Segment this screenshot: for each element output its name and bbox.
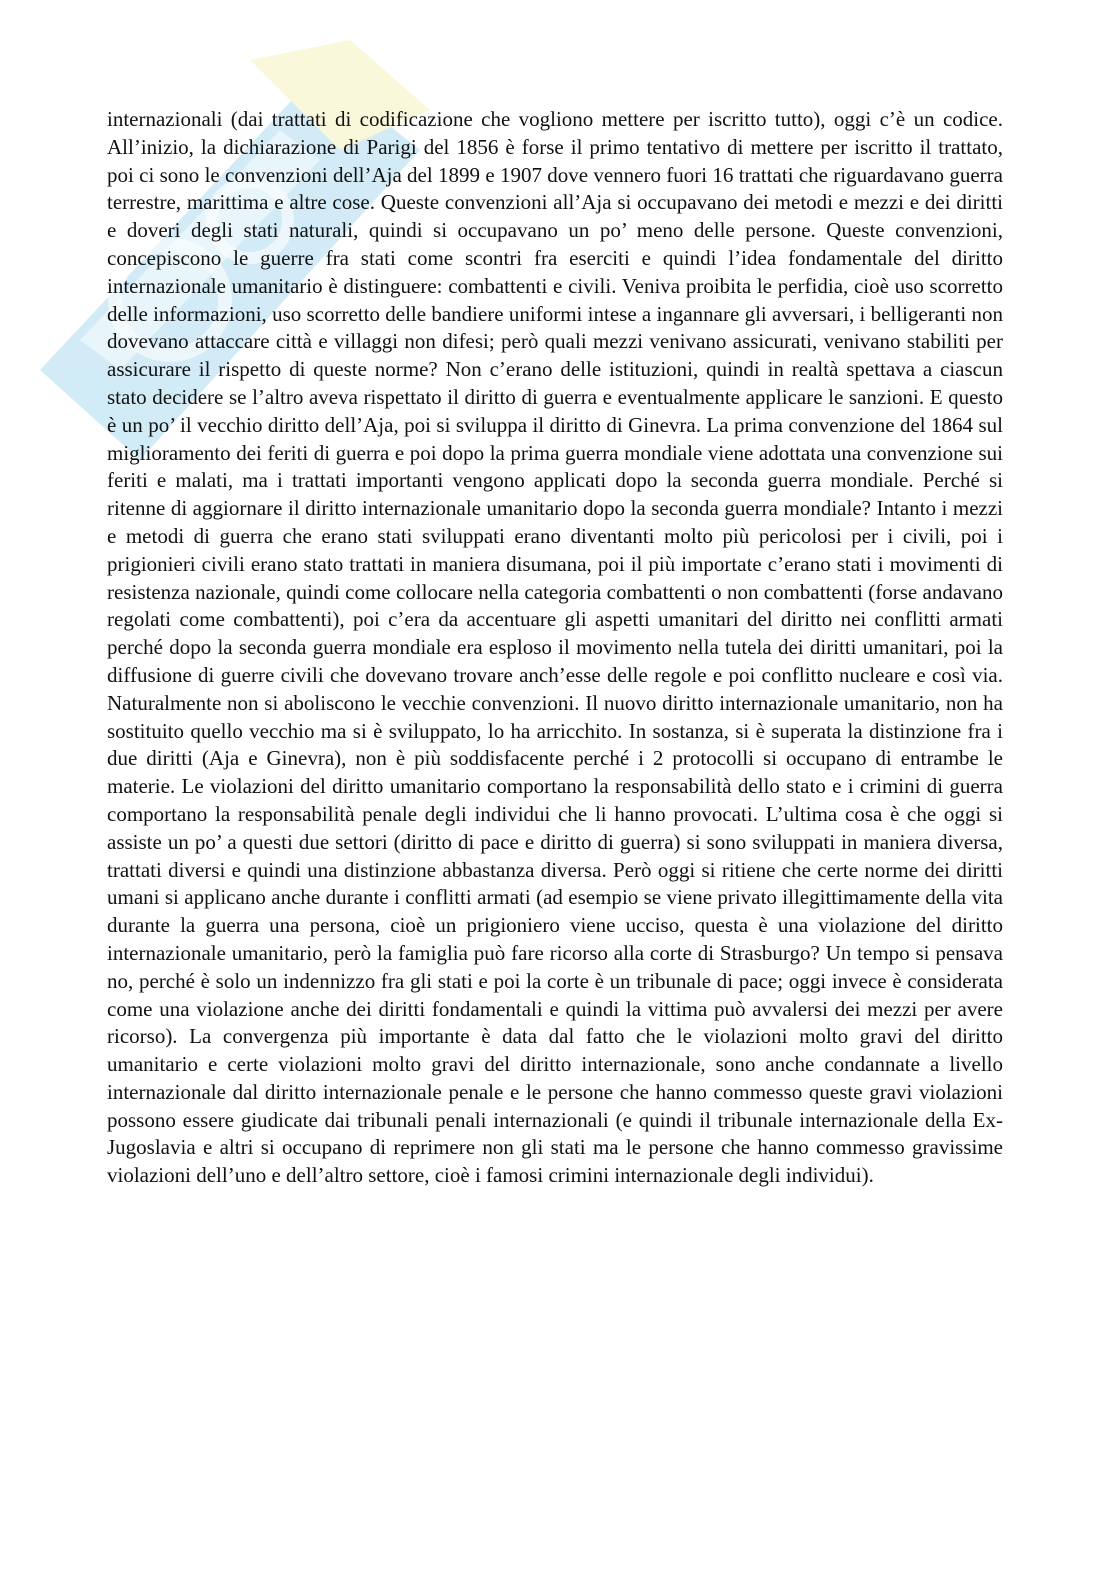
document-paragraph: internazionali (dai trattati di codificazione che vogliono mettere per iscritto tutto), oggi c’è un codice. All’inizio, la dichiarazione di Parigi del 1856 è forse il primo tentativo di mettere per iscritto il trattato, poi ci sono le convenzioni dell’Aja del 1899 e 1907 dove vennero fuori 16 trattati che riguardavano guerra terrestre, marittima e altre cose. Queste convenzioni all’Aja si occupavano dei metodi e mezzi e dei diritti e doveri degli stati naturali, quindi si occupavano un po’ meno delle persone. Queste convenzioni, concepiscono le guerre fra stati come scontri fra eserciti e quindi l’idea fondamentale del diritto internazionale umanitario è distinguere: combattenti e civili. Veniva proibita le perfidia, cioè uso scorretto delle informazioni, uso scorretto delle bandiere uniformi intese a ingannare gli avversari, i belligeranti non dovevano attaccare città e villaggi non difesi; però quali mezzi venivano assicurati, venivano stabiliti per assicurare il rispetto di queste norme? Non c’erano delle istituzioni, quindi in realtà spettava a ciascun stato decidere se l’altro aveva rispettato il diritto di guerra e eventualmente applicare le sanzioni. E questo è un po’ il vecchio diritto dell’Aja, poi si sviluppa il diritto di Ginevra. La prima convenzione del 1864 sul miglioramento dei feriti di guerra e poi dopo la prima guerra mondiale viene adottata una convenzione sui feriti e malati, ma i trattati importanti vengono applicati dopo la seconda guerra mondiale. Perché si ritenne di aggiornare il diritto internazionale umanitario dopo la seconda guerra mondiale? Intanto i mezzi e metodi di guerra che erano stati sviluppati erano diventanti molto più pericolosi per i civili, poi i prigionieri civili erano stato trattati in maniera disumana, poi il più importate c’erano stati i movimenti di resistenza nazionale, quindi come collocare nella categoria combattenti o non combattenti (forse andavano regolati come combattenti), poi c’era da accentuare gli aspetti umanitari del diritto nei conflitti armati perché dopo la seconda guerra mondiale era esploso il movimento nella tutela dei diritti umanitari, poi la diffusione di guerre civili che dovevano trovare anch’esse delle regole e poi conflitto nucleare e così via. Naturalmente non si aboliscono le vecchie convenzioni. Il nuovo diritto internazionale umanitario, non ha sostituito quello vecchio ma si è sviluppato, lo ha arricchito. In sostanza, si è superata la distinzione fra i due diritti (Aja e Ginevra), non è più soddisfacente perché i 2 protocolli si occupano di entrambe le materie. Le violazioni del diritto umanitario comportano la responsabilità dello stato e i crimini di guerra comportano la responsabilità penale degli individui che li hanno provocati. L’ultima cosa è che oggi si assiste un po’ a questi due settori (diritto di pace e diritto di guerra) si sono sviluppati in maniera diversa, trattati diversi e quindi una distinzione abbastanza diversa. Però oggi si ritiene che certe norme dei diritti umani si applicano anche durante i conflitti armati (ad esempio se viene privato illegittimamente della vita durante la guerra una persona, cioè un prigioniero viene ucciso, questa è una violazione del diritto internazionale umanitario, però la famiglia può fare ricorso alla corte di Strasburgo? Un tempo si pensava no, perché è solo un indennizzo fra gli stati e poi la corte è un tribunale di pace; oggi invece è considerata come una violazione anche dei diritti fondamentali e quindi la vittima può avvalersi dei mezzi per avere ricorso). La convergenza più importante è data dal fatto che le violazioni molto gravi del diritto umanitario e certe violazioni molto gravi del diritto internazionale, sono anche condannate a livello internazionale dal diritto internazionale penale e le persone che hanno commesso queste gravi violazioni possono essere giudicate dai tribunali penali internazionali (e quindi il tribunale internazionale della Ex-Jugoslavia e altri si occupano di reprimere non gli stati ma le persone che hanno commesso gravissime violazioni dell’uno e dell’altro settore, cioè i famosi crimini internazionale degli individui). (107, 107, 1003, 1188)
